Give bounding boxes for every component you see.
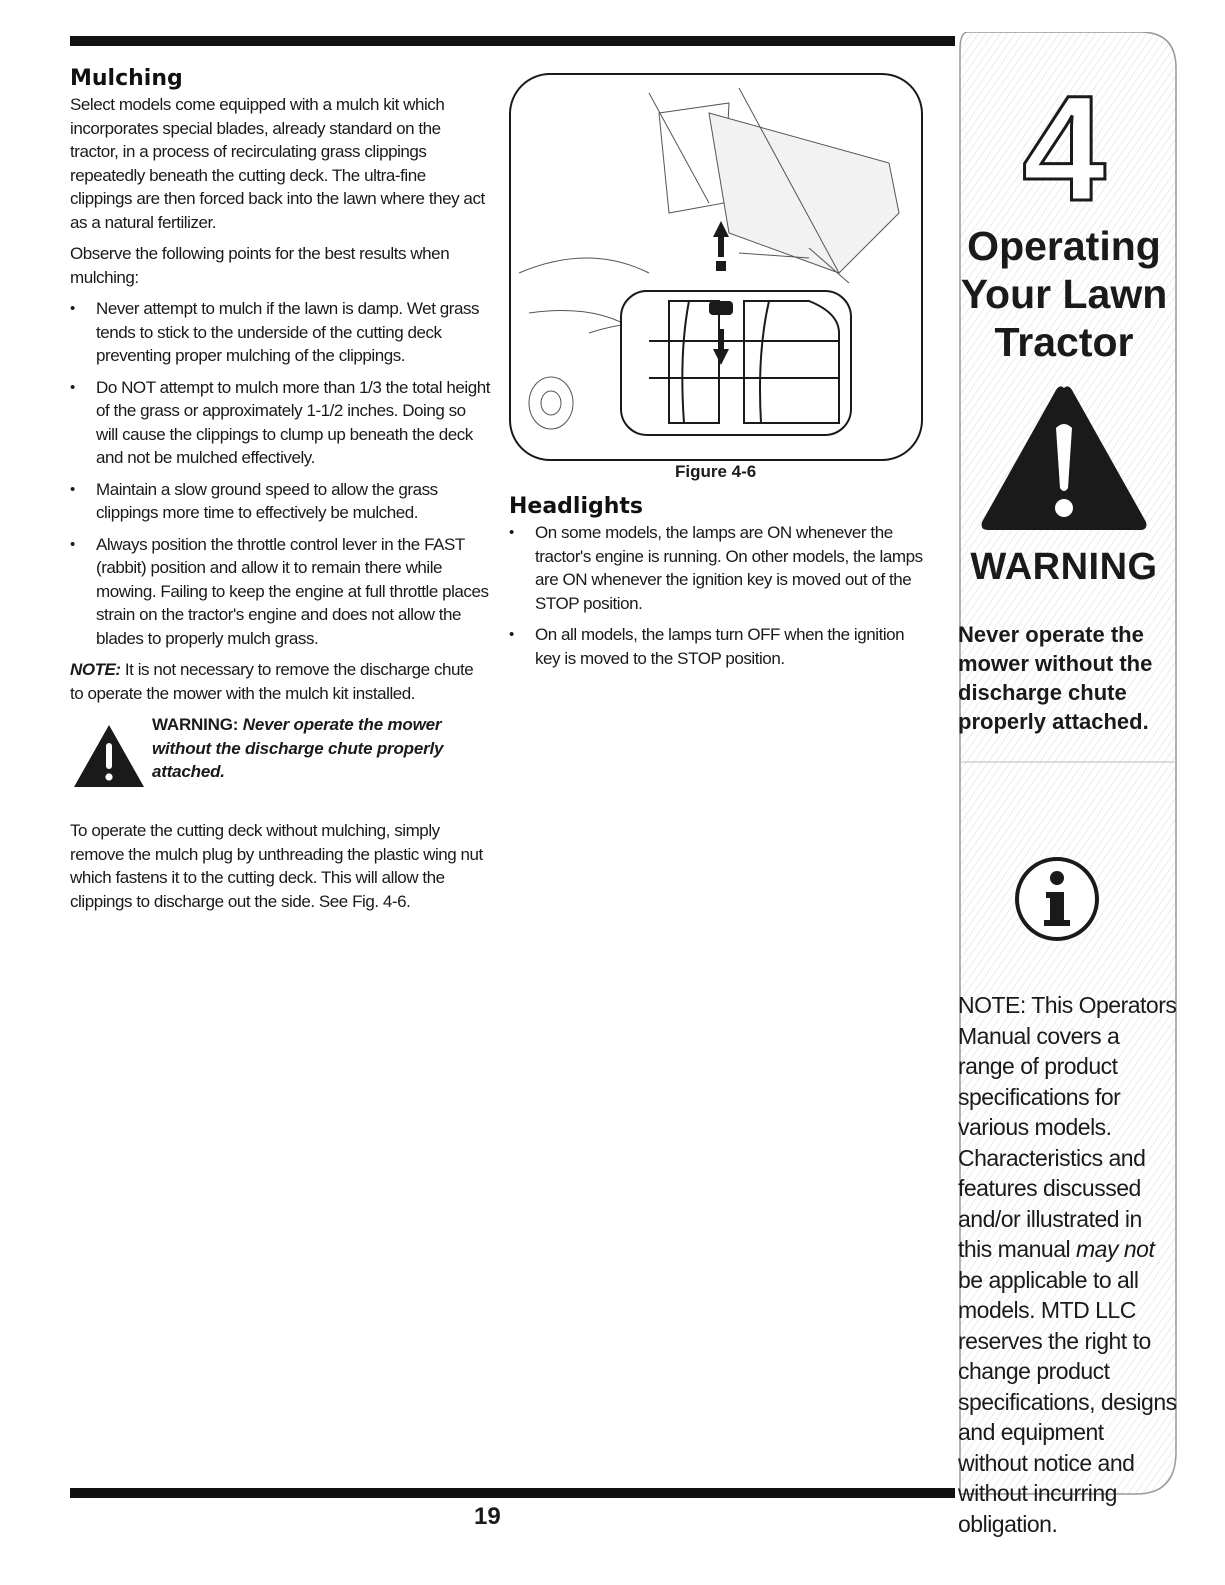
chapter-title-line: Operating	[967, 223, 1161, 269]
headlights-bullet-list	[509, 521, 929, 670]
note-label: NOTE:	[70, 660, 121, 679]
figure-4-6-illustration	[509, 73, 923, 461]
inline-warning-text	[152, 713, 482, 784]
list-item: • On some models, the lamps are ON whenever the tractor's engine is running. On other models, the lamps are ON whenever the ignition key is moved out of the STOP position.	[509, 521, 929, 615]
mulching-intro: Select models come equipped with a mulch kit which incorporates special blades, already standard on the tractor, in a process of recirculating grass clippings repeatedly beneath the cutting deck. The ultra-fine clippings are then forced back into the lawn where they act as a natural fertilizer.	[70, 95, 485, 232]
list-item: • Never attempt to mulch if the lawn is damp. Wet grass tends to stick to the underside of the cutting deck preventing proper mulching of the clippings.	[70, 297, 490, 368]
mulching-note	[70, 658, 490, 705]
headlights-title: Headlights	[509, 494, 644, 519]
warning-triangle-icon	[72, 723, 146, 789]
sidebar-note	[958, 990, 1178, 1539]
sidebar-note-suffix: be applicable to all models. MTD LLC reserves the right to change product specifications, designs and equipment without notice and without incurring obligation.	[958, 1266, 1177, 1537]
list-item: • Do NOT attempt to mulch more than 1/3 the total height of the grass or approximately 1-1/2 inches. Doing so will cause the clippings to clump up beneath the deck and not be mulched effectively.	[70, 376, 490, 470]
chapter-title	[950, 222, 1178, 366]
sidebar-note-emphasis: may not	[1076, 1236, 1155, 1262]
bottom-rule	[70, 1488, 955, 1498]
chapter-sidebar	[950, 32, 1178, 1537]
page-number: 19	[474, 1503, 501, 1530]
figure-caption: Figure 4-6	[675, 462, 757, 481]
list-item: • Maintain a slow ground speed to allow the grass clippings more time to effectively be mulched.	[70, 478, 490, 525]
mulch-plug	[621, 291, 851, 435]
inline-warning-message: Never operate the mower without the discharge chute properly attached.	[152, 715, 444, 781]
chapter-title-line: Your Lawn	[960, 271, 1168, 317]
chapter-title-line: Tractor	[994, 319, 1134, 365]
mulching-observe: Observe the following points for the best results when mulching:	[70, 244, 450, 287]
sidebar-note-prefix: NOTE: This Operators Manual covers a range of product specifications for various models. Characteristics and features discussed and/or illustrated in this manual	[958, 992, 1177, 1262]
note-text: It is not necessary to remove the discharge chute to operate the mower with the mulch kit installed.	[70, 660, 474, 703]
mulching-title: Mulching	[70, 66, 183, 91]
info-icon	[1012, 854, 1102, 944]
headlights-section	[509, 494, 929, 678]
list-item: • Always position the throttle control lever in the FAST (rabbit) position and allow it to remain there while mowing. Failing to keep the engine at full throttle places strain on the tractor's engine and does not allow the blades to properly mulch grass.	[70, 533, 490, 651]
warning-triangle-icon	[978, 384, 1150, 534]
warning-heading: WARNING	[970, 546, 1158, 588]
mulching-bullet-list	[70, 297, 490, 650]
mulching-section	[70, 66, 490, 921]
chapter-number-text: 4	[1022, 82, 1106, 212]
chapter-number	[950, 82, 1178, 212]
list-item: • On all models, the lamps turn OFF when the ignition key is moved to the STOP position.	[509, 623, 929, 670]
inline-warning	[70, 713, 490, 813]
inline-warning-label: WARNING:	[152, 715, 243, 734]
top-rule	[70, 36, 955, 46]
mulching-closing: To operate the cutting deck without mulching, simply remove the mulch plug by unthreading the plastic wing nut which fastens it to the cutting deck. This will allow the clippings to discharge out the side. See Fig. 4-6.	[70, 821, 483, 911]
warning-message: Never operate the mower without the discharge chute properly attached.	[958, 622, 1153, 734]
